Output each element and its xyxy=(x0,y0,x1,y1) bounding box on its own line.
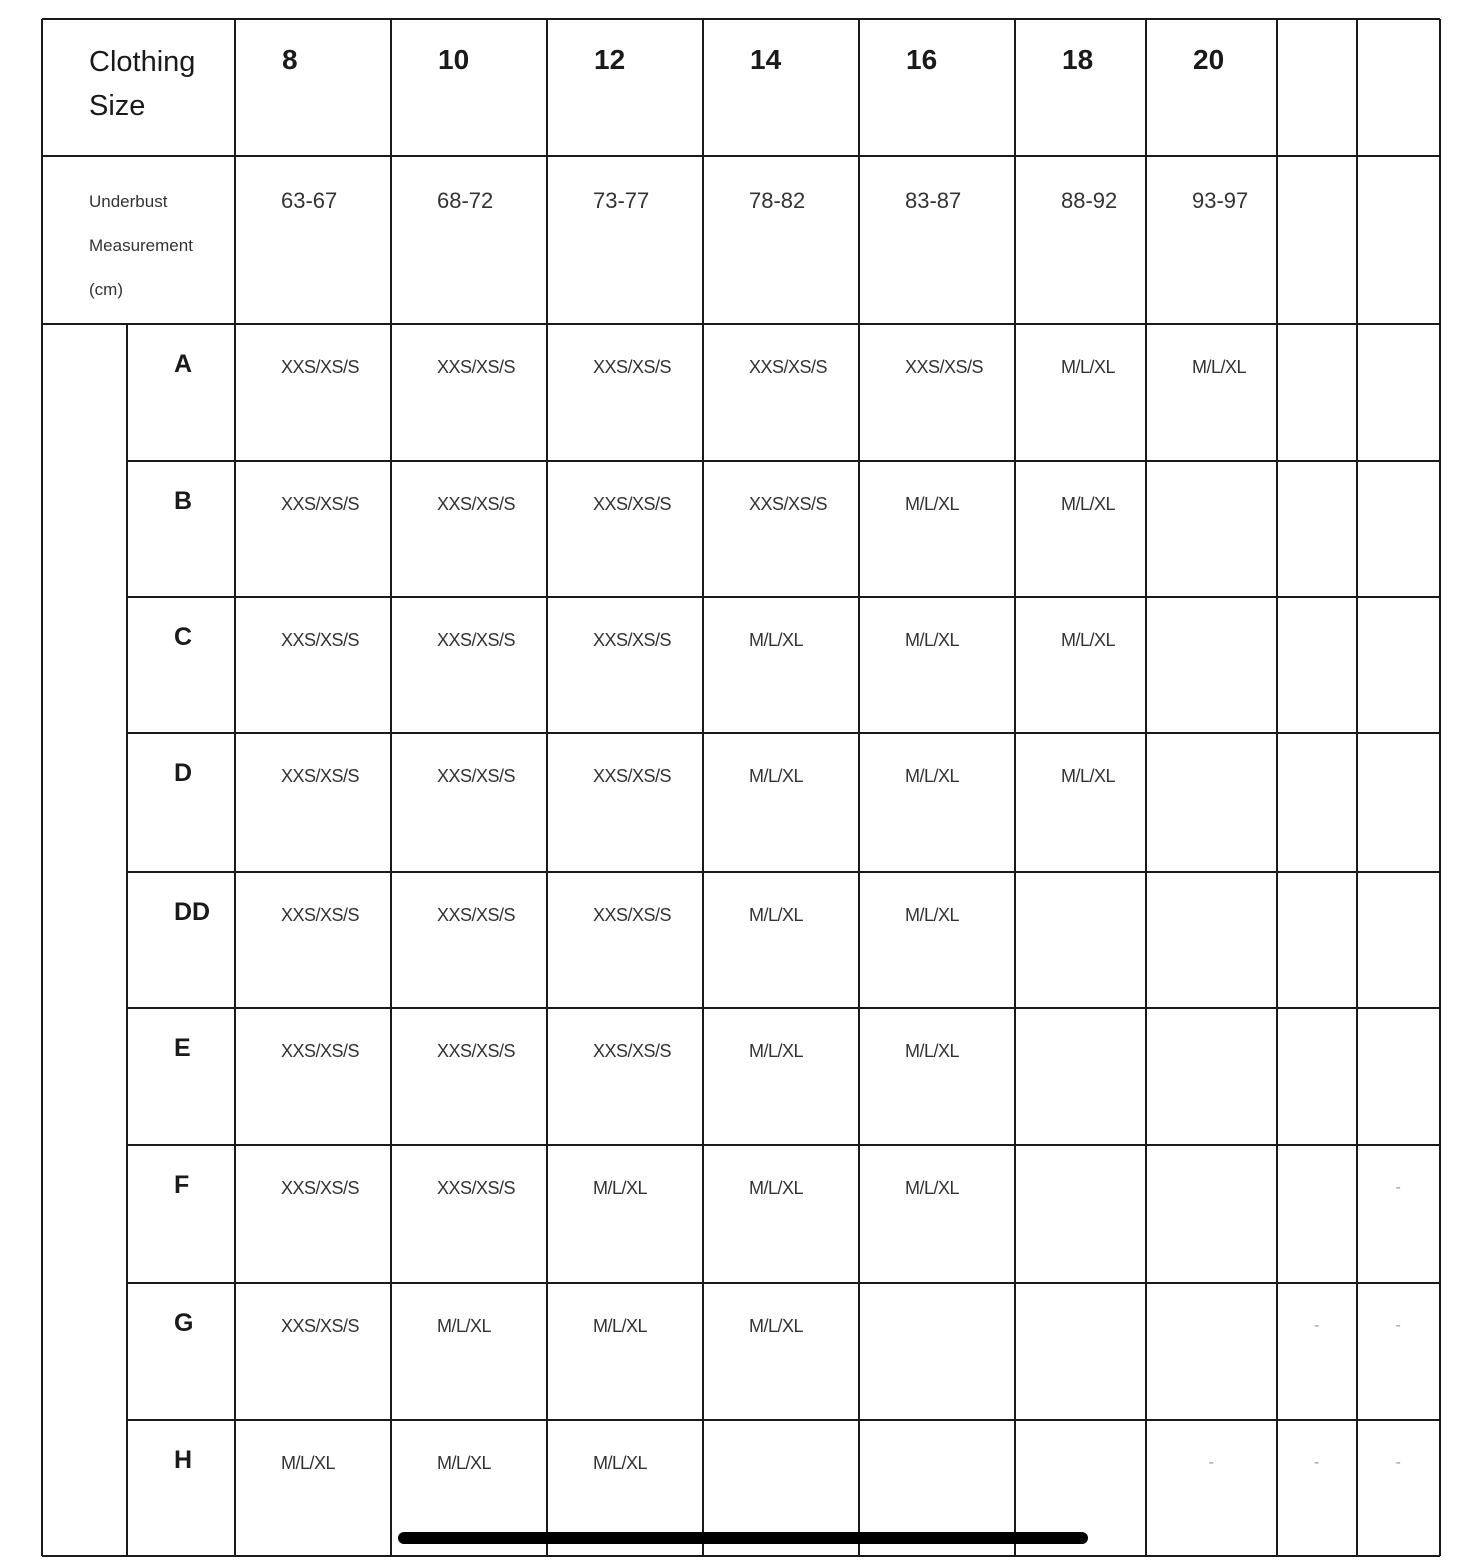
fit-size-cell: M/L/XL xyxy=(593,1453,648,1473)
fit-size-cell: XXS/XS/S xyxy=(749,357,828,377)
fit-size-cell: M/L/XL xyxy=(905,1041,960,1061)
cup-label-g: G xyxy=(174,1309,194,1337)
fit-size-cell: M/L/XL xyxy=(905,1178,960,1198)
fit-size-cell: XXS/XS/S xyxy=(749,494,828,514)
fit-size-cell: XXS/XS/S xyxy=(593,357,672,377)
fit-size-cell: M/L/XL xyxy=(749,1041,804,1061)
fit-size-cell: M/L/XL xyxy=(905,630,960,650)
size-header-8: 8 xyxy=(282,44,298,75)
fit-size-cell: M/L/XL xyxy=(749,1178,804,1198)
cup-label-e: E xyxy=(174,1034,191,1062)
home-indicator xyxy=(398,1532,1088,1544)
underbust-label-line2: Measurement xyxy=(89,236,193,255)
fit-size-cell: XXS/XS/S xyxy=(281,494,360,514)
cup-label-h: H xyxy=(174,1446,193,1474)
empty-cell-dash: - xyxy=(1395,1317,1401,1334)
fit-size-cell: XXS/XS/S xyxy=(593,905,672,925)
clothing-size-title-line2: Size xyxy=(89,90,146,122)
fit-size-cell: XXS/XS/S xyxy=(281,357,360,377)
fit-size-cell: M/L/XL xyxy=(1061,766,1116,786)
empty-cell-dash: - xyxy=(1395,1179,1401,1196)
fit-size-cell: M/L/XL xyxy=(749,905,804,925)
size-header-18: 18 xyxy=(1062,44,1094,75)
cup-label-dd: DD xyxy=(174,898,211,926)
underbust-value: 63-67 xyxy=(281,188,338,213)
fit-size-cell: XXS/XS/S xyxy=(593,766,672,786)
fit-size-cell: M/L/XL xyxy=(437,1453,492,1473)
fit-size-cell: M/L/XL xyxy=(749,1316,804,1336)
size-header-10: 10 xyxy=(438,44,470,75)
size-header-16: 16 xyxy=(906,44,938,75)
fit-size-cell: M/L/XL xyxy=(593,1316,648,1336)
fit-size-cell: XXS/XS/S xyxy=(281,905,360,925)
fit-size-cell: M/L/XL xyxy=(749,630,804,650)
cup-label-b: B xyxy=(174,487,193,515)
underbust-value: 88-92 xyxy=(1061,188,1118,213)
fit-size-cell: M/L/XL xyxy=(593,1178,648,1198)
clothing-size-title-line1: Clothing xyxy=(89,46,196,78)
cup-label-f: F xyxy=(174,1171,190,1199)
fit-size-cell: M/L/XL xyxy=(1061,357,1116,377)
fit-size-cell: M/L/XL xyxy=(437,1316,492,1336)
underbust-value: 73-77 xyxy=(593,188,650,213)
underbust-value: 83-87 xyxy=(905,188,962,213)
fit-size-cell: XXS/XS/S xyxy=(281,766,360,786)
fit-size-cell: M/L/XL xyxy=(905,494,960,514)
underbust-value: 68-72 xyxy=(437,188,494,213)
empty-cell-dash: - xyxy=(1395,1454,1401,1471)
fit-size-cell: XXS/XS/S xyxy=(905,357,984,377)
fit-size-cell: M/L/XL xyxy=(1061,630,1116,650)
size-header-12: 12 xyxy=(594,44,626,75)
size-header-20: 20 xyxy=(1193,44,1225,75)
fit-size-cell: XXS/XS/S xyxy=(437,905,516,925)
fit-size-cell: XXS/XS/S xyxy=(593,494,672,514)
fit-size-cell: M/L/XL xyxy=(281,1453,336,1473)
cup-label-d: D xyxy=(174,759,193,787)
fit-size-cell: XXS/XS/S xyxy=(281,1316,360,1336)
fit-size-cell: XXS/XS/S xyxy=(593,630,672,650)
fit-size-cell: XXS/XS/S xyxy=(281,1041,360,1061)
size-header-14: 14 xyxy=(750,44,782,75)
cup-label-a: A xyxy=(174,350,193,378)
empty-cell-dash: - xyxy=(1208,1454,1214,1471)
fit-size-cell: M/L/XL xyxy=(1192,357,1247,377)
underbust-label-line3: (cm) xyxy=(89,280,123,299)
fit-size-cell: XXS/XS/S xyxy=(437,357,516,377)
fit-size-cell: XXS/XS/S xyxy=(437,1041,516,1061)
underbust-label-line1: Underbust xyxy=(89,192,168,211)
fit-size-cell: XXS/XS/S xyxy=(281,630,360,650)
fit-size-cell: XXS/XS/S xyxy=(437,766,516,786)
fit-size-cell: XXS/XS/S xyxy=(437,1178,516,1198)
fit-size-cell: XXS/XS/S xyxy=(281,1178,360,1198)
fit-size-cell: XXS/XS/S xyxy=(593,1041,672,1061)
underbust-value: 78-82 xyxy=(749,188,806,213)
fit-size-cell: M/L/XL xyxy=(1061,494,1116,514)
fit-size-cell: M/L/XL xyxy=(749,766,804,786)
fit-size-cell: M/L/XL xyxy=(905,905,960,925)
fit-size-cell: XXS/XS/S xyxy=(437,630,516,650)
fit-size-cell: M/L/XL xyxy=(905,766,960,786)
cup-label-c: C xyxy=(174,623,193,651)
fit-size-cell: XXS/XS/S xyxy=(437,494,516,514)
empty-cell-dash: - xyxy=(1314,1317,1320,1334)
underbust-value: 93-97 xyxy=(1192,188,1249,213)
empty-cell-dash: - xyxy=(1314,1454,1320,1471)
